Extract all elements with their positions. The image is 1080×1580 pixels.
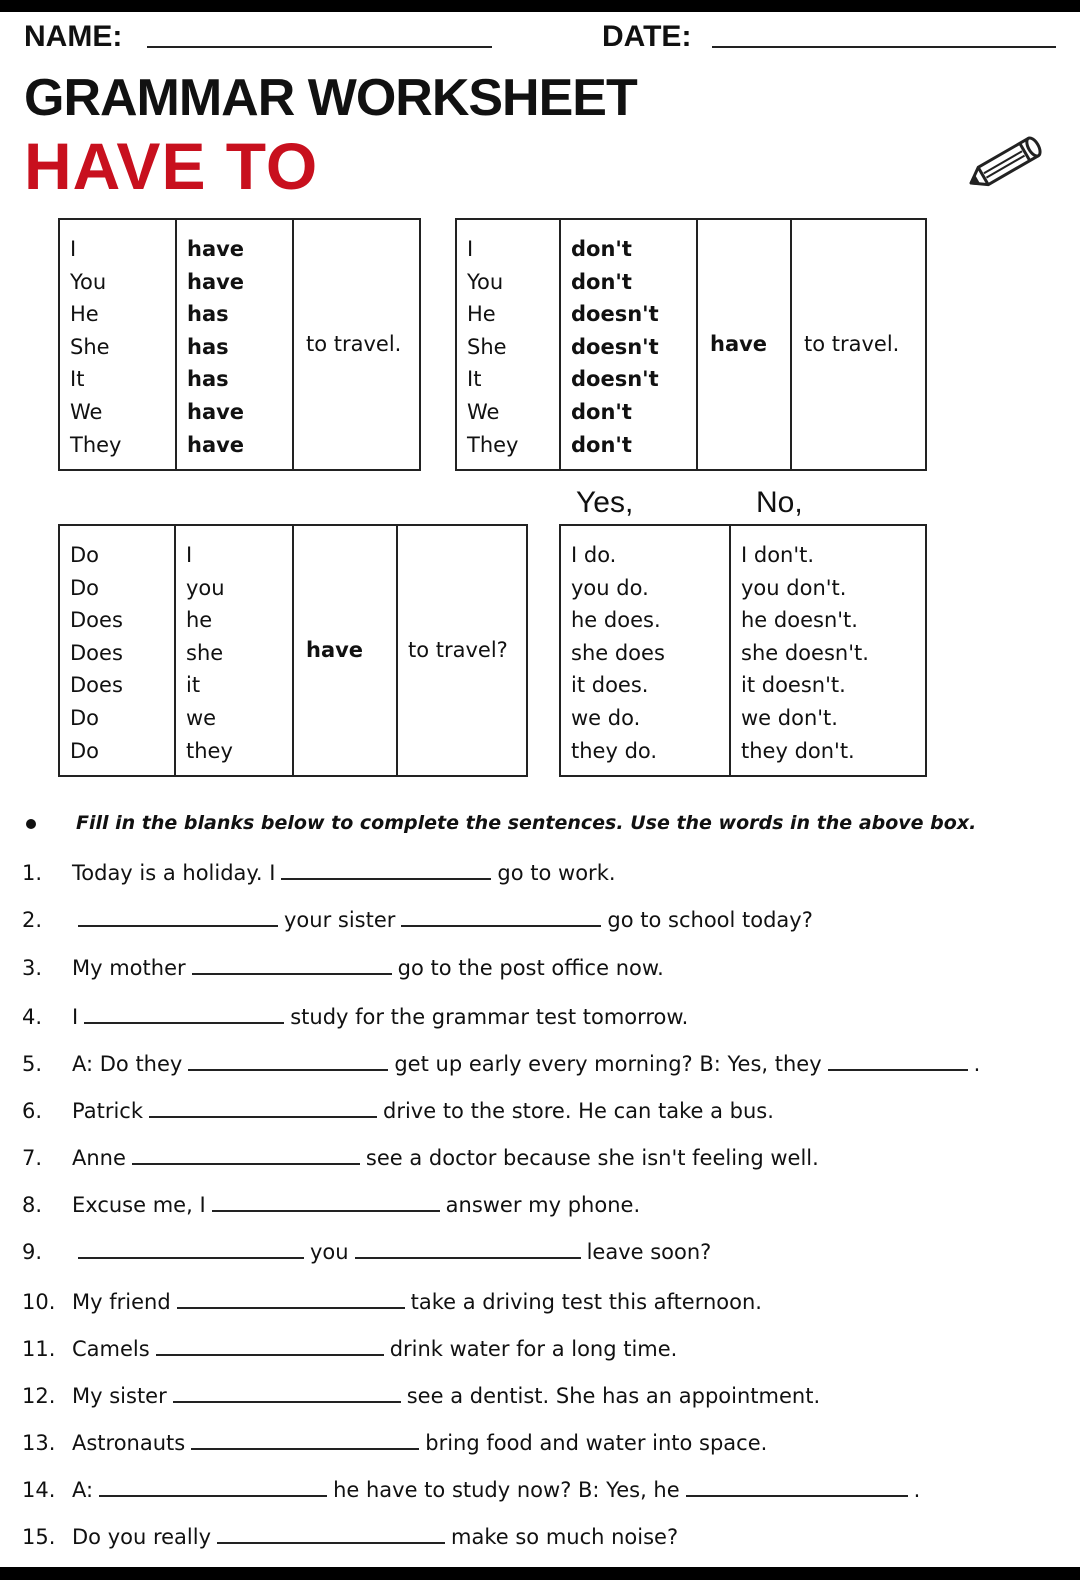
- pencil-icon: [958, 128, 1050, 200]
- exercise-number: 11.: [22, 1337, 56, 1361]
- answer-blank[interactable]: [99, 1475, 327, 1497]
- yes-answers: I do. you do. he does. she does it does. we do. they do.: [560, 525, 730, 776]
- exercise-text: your sister: [284, 908, 396, 932]
- exercise-text: he have to study now? B: Yes, he: [333, 1478, 680, 1502]
- answer-blank[interactable]: [156, 1334, 384, 1356]
- exercise-text: My mother: [72, 956, 186, 980]
- answer-blank[interactable]: [401, 905, 601, 927]
- exercise-text: Patrick: [72, 1099, 143, 1123]
- exercise-number: 8.: [22, 1193, 43, 1217]
- exercise-text: .: [913, 1478, 921, 1502]
- no-answers: I don't. you don't. he doesn't. she doesn't. it doesn't. we don't. they don't.: [730, 525, 926, 776]
- exercise-number: 10.: [22, 1290, 56, 1314]
- exercise-number: 6.: [22, 1099, 43, 1123]
- worksheet-topic: HAVE TO: [24, 129, 319, 203]
- exercise-number: 9.: [22, 1240, 43, 1264]
- exercise-text: Astronauts: [72, 1431, 186, 1455]
- answers-table: [559, 524, 927, 777]
- answer-blank[interactable]: [84, 1002, 284, 1024]
- exercise-text: leave soon?: [586, 1240, 712, 1264]
- exercise-text: drive to the store. He can take a bus.: [383, 1099, 774, 1123]
- name-label: NAME:: [24, 20, 123, 53]
- answer-blank[interactable]: [78, 1237, 304, 1259]
- exercise-text: answer my phone.: [445, 1193, 641, 1217]
- exercise-item: [22, 1002, 688, 1032]
- bullet-icon: [26, 819, 36, 829]
- answer-blank[interactable]: [217, 1522, 445, 1544]
- exercise-text: you: [310, 1240, 349, 1264]
- exercise-text: see a doctor because she isn't feeling well.: [365, 1146, 819, 1170]
- answer-blank[interactable]: [78, 905, 278, 927]
- exercise-item: [22, 1522, 678, 1552]
- question-table: [58, 524, 528, 777]
- exercise-item: [22, 1287, 762, 1317]
- exercise-text: go to work.: [497, 861, 616, 885]
- exercise-item: [22, 858, 616, 888]
- exercise-text: Anne: [72, 1146, 126, 1170]
- exercise-number: 5.: [22, 1052, 43, 1076]
- exercise-text: .: [973, 1052, 981, 1076]
- exercise-number: 15.: [22, 1525, 56, 1549]
- question-have: have: [293, 525, 397, 776]
- affirmative-ending: to travel.: [293, 219, 420, 470]
- answer-blank[interactable]: [191, 1428, 419, 1450]
- exercise-text: study for the grammar test tomorrow.: [290, 1005, 689, 1029]
- date-label: DATE:: [602, 20, 692, 53]
- exercise-text: Do you really: [72, 1525, 212, 1549]
- answer-blank[interactable]: [828, 1049, 968, 1071]
- exercise-item: [22, 1237, 711, 1267]
- exercise-text: Camels: [72, 1337, 150, 1361]
- question-ending: to travel?: [397, 525, 527, 776]
- top-border: [0, 0, 1080, 12]
- affirmative-verbs: have have has has has have have: [176, 219, 293, 470]
- exercise-text: take a driving test this afternoon.: [410, 1290, 762, 1314]
- exercise-item: [22, 953, 664, 983]
- answer-blank[interactable]: [355, 1237, 581, 1259]
- negative-ending: to travel.: [791, 219, 926, 470]
- exercise-text: make so much noise?: [451, 1525, 679, 1549]
- answer-blank[interactable]: [281, 858, 491, 880]
- exercise-text: see a dentist. She has an appointment.: [406, 1384, 821, 1408]
- exercise-text: go to school today?: [607, 908, 813, 932]
- instructions: Fill in the blanks below to complete the sentences. Use the words in the above box.: [26, 812, 976, 834]
- exercise-number: 7.: [22, 1146, 43, 1170]
- exercise-item: [22, 1096, 774, 1126]
- answer-blank[interactable]: [188, 1049, 388, 1071]
- exercise-text: go to the post office now.: [397, 956, 664, 980]
- negative-have: have: [697, 219, 791, 470]
- negative-table: [455, 218, 927, 471]
- no-heading: No,: [756, 486, 803, 519]
- exercise-text: Today is a holiday. I: [72, 861, 276, 885]
- exercise-item: [22, 905, 813, 935]
- exercise-number: 3.: [22, 956, 43, 980]
- exercise-number: 14.: [22, 1478, 56, 1502]
- exercise-item: [22, 1190, 640, 1220]
- exercise-text: A: Do they: [72, 1052, 183, 1076]
- exercise-text: A:: [72, 1478, 94, 1502]
- exercise-item: [22, 1334, 677, 1364]
- exercise-number: 2.: [22, 908, 43, 932]
- exercise-number: 4.: [22, 1005, 43, 1029]
- answer-blank[interactable]: [177, 1287, 405, 1309]
- name-field[interactable]: [147, 46, 492, 48]
- exercise-number: 1.: [22, 861, 43, 885]
- date-field[interactable]: [712, 46, 1056, 48]
- affirmative-subjects: I You He She It We They: [59, 219, 176, 470]
- exercise-item: [22, 1143, 819, 1173]
- worksheet-title: GRAMMAR WORKSHEET: [24, 69, 637, 127]
- question-aux: Do Do Does Does Does Do Do: [59, 525, 175, 776]
- exercise-text: get up early every morning? B: Yes, they: [394, 1052, 822, 1076]
- exercise-item: [22, 1428, 767, 1458]
- exercise-text: I: [72, 1005, 79, 1029]
- answer-blank[interactable]: [212, 1190, 440, 1212]
- yes-heading: Yes,: [576, 486, 634, 519]
- answer-blank[interactable]: [149, 1096, 377, 1118]
- affirmative-table: [58, 218, 421, 471]
- answer-blank[interactable]: [173, 1381, 401, 1403]
- question-subjects: I you he she it we they: [175, 525, 293, 776]
- negative-subjects: I You He She It We They: [456, 219, 560, 470]
- exercise-number: 12.: [22, 1384, 56, 1408]
- exercise-text: drink water for a long time.: [389, 1337, 678, 1361]
- exercise-item: [22, 1381, 820, 1411]
- answer-blank[interactable]: [192, 953, 392, 975]
- exercise-text: My sister: [72, 1384, 167, 1408]
- exercise-text: My friend: [72, 1290, 171, 1314]
- exercise-item: [22, 1049, 980, 1079]
- bottom-border: [0, 1567, 1080, 1580]
- answer-blank[interactable]: [132, 1143, 360, 1165]
- exercise-text: Excuse me, I: [72, 1193, 206, 1217]
- exercise-item: [22, 1475, 920, 1505]
- exercise-number: 13.: [22, 1431, 56, 1455]
- exercise-text: bring food and water into space.: [425, 1431, 768, 1455]
- answer-blank[interactable]: [686, 1475, 908, 1497]
- negative-verbs: don't don't doesn't doesn't doesn't don't don't: [560, 219, 697, 470]
